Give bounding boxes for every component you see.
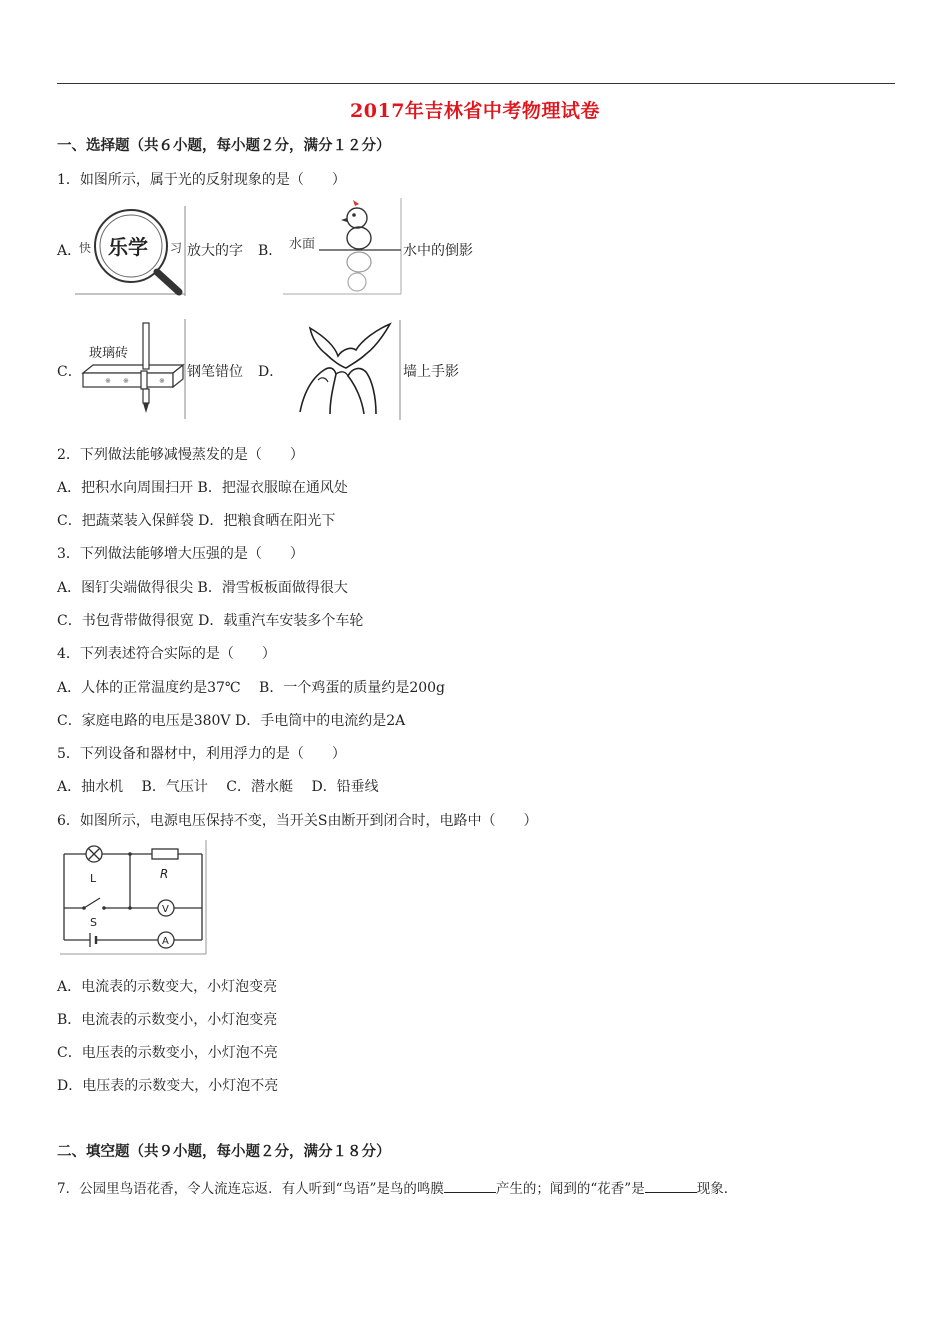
water-surface-label: 水面	[289, 237, 316, 252]
question-5-stem: 5．下列设备和器材中，利用浮力的是（ ）	[57, 746, 346, 762]
circuit-ammeter-label: A	[162, 936, 169, 947]
question-5-options: A．抽水机 B．气压计 C．潜水艇 D．铅垂线	[57, 779, 379, 795]
circuit-lamp-label: L	[90, 872, 97, 885]
page-title: 2017年吉林省中考物理试卷	[350, 100, 600, 122]
circuit-resistor-label: R	[160, 867, 169, 881]
q7-text-part3: 现象．	[696, 1181, 738, 1197]
question-7	[57, 1178, 737, 1198]
q1-option-b-label: B．	[258, 243, 283, 259]
question-6-option-d: D．电压表的示数变大，小灯泡不亮	[57, 1078, 279, 1094]
header-rule	[57, 83, 895, 84]
water-reflection-figure	[283, 198, 403, 296]
question-2-stem: 2．下列做法能够减慢蒸发的是（ ）	[57, 447, 304, 463]
glass-brick-pen-figure	[75, 319, 187, 419]
q1-option-b-caption: 水中的倒影	[403, 243, 473, 259]
q1-option-d-label: D．	[258, 364, 284, 380]
circuit-diagram	[60, 840, 208, 956]
circuit-switch-label: S	[90, 916, 97, 929]
svg-text:※: ※	[159, 377, 165, 385]
hand-shadow-figure	[290, 320, 402, 420]
question-6-option-c: C．电压表的示数变小，小灯泡不亮	[57, 1045, 278, 1061]
question-4-stem: 4．下列表述符合实际的是（ ）	[57, 646, 276, 662]
magnifier-inner-text: 乐学	[108, 235, 148, 259]
question-2-options-cd: C．把蔬菜装入保鲜袋 D．把粮食晒在阳光下	[57, 513, 336, 529]
q1-option-a-label: A．	[57, 243, 82, 259]
svg-text:※: ※	[105, 377, 111, 385]
section-heading-choice: 一、选择题（共６小题，每小题２分，满分１２分）	[57, 137, 391, 154]
question-3-stem: 3．下列做法能够增大压强的是（ ）	[57, 546, 304, 562]
question-6-option-b: B．电流表的示数变小，小灯泡变亮	[57, 1012, 278, 1028]
circuit-voltmeter-label: V	[162, 904, 169, 915]
question-4-options-ab: A．人体的正常温度约是37℃ B．一个鸡蛋的质量约是200g	[57, 680, 446, 696]
magnifier-right-char: 习	[170, 241, 183, 255]
question-6-stem: 6．如图所示，电源电压保持不变，当开关S由断开到闭合时，电路中（ ）	[57, 813, 538, 829]
question-6-option-a: A．电流表的示数变大，小灯泡变亮	[57, 979, 278, 995]
q7-text-part2: 产生的；闻到的“花香”是	[495, 1181, 645, 1197]
q1-option-c-caption: 钢笔错位	[187, 364, 243, 380]
magnifier-left-char: 快	[79, 241, 92, 255]
question-4-options-cd: C．家庭电路的电压是380V D．手电筒中的电流约是2A	[57, 713, 406, 729]
q1-option-d-caption: 墙上手影	[403, 364, 459, 380]
glass-brick-label: 玻璃砖	[89, 346, 129, 361]
question-3-options-cd: C．书包背带做得很宽 D．载重汽车安装多个车轮	[57, 613, 364, 629]
q7-blank-2[interactable]	[645, 1178, 697, 1193]
q1-option-a-caption: 放大的字	[187, 243, 243, 259]
question-2-options-ab: A．把积水向周围扫开 B．把湿衣服晾在通风处	[57, 480, 348, 496]
q7-blank-1[interactable]	[444, 1178, 496, 1193]
magnifier-figure	[75, 206, 187, 296]
question-1-stem: 1．如图所示，属于光的反射现象的是（ ）	[57, 172, 346, 188]
section-heading-fill: 二、填空题（共９小题，每小题２分，满分１８分）	[57, 1143, 391, 1160]
svg-text:※: ※	[123, 377, 129, 385]
q7-text-part1: 7．公园里鸟语花香，令人流连忘返．有人听到“鸟语”是鸟的鸣膜	[57, 1181, 444, 1197]
q1-option-c-label: C．	[57, 364, 82, 380]
question-3-options-ab: A．图钉尖端做得很尖 B．滑雪板板面做得很大	[57, 580, 348, 596]
